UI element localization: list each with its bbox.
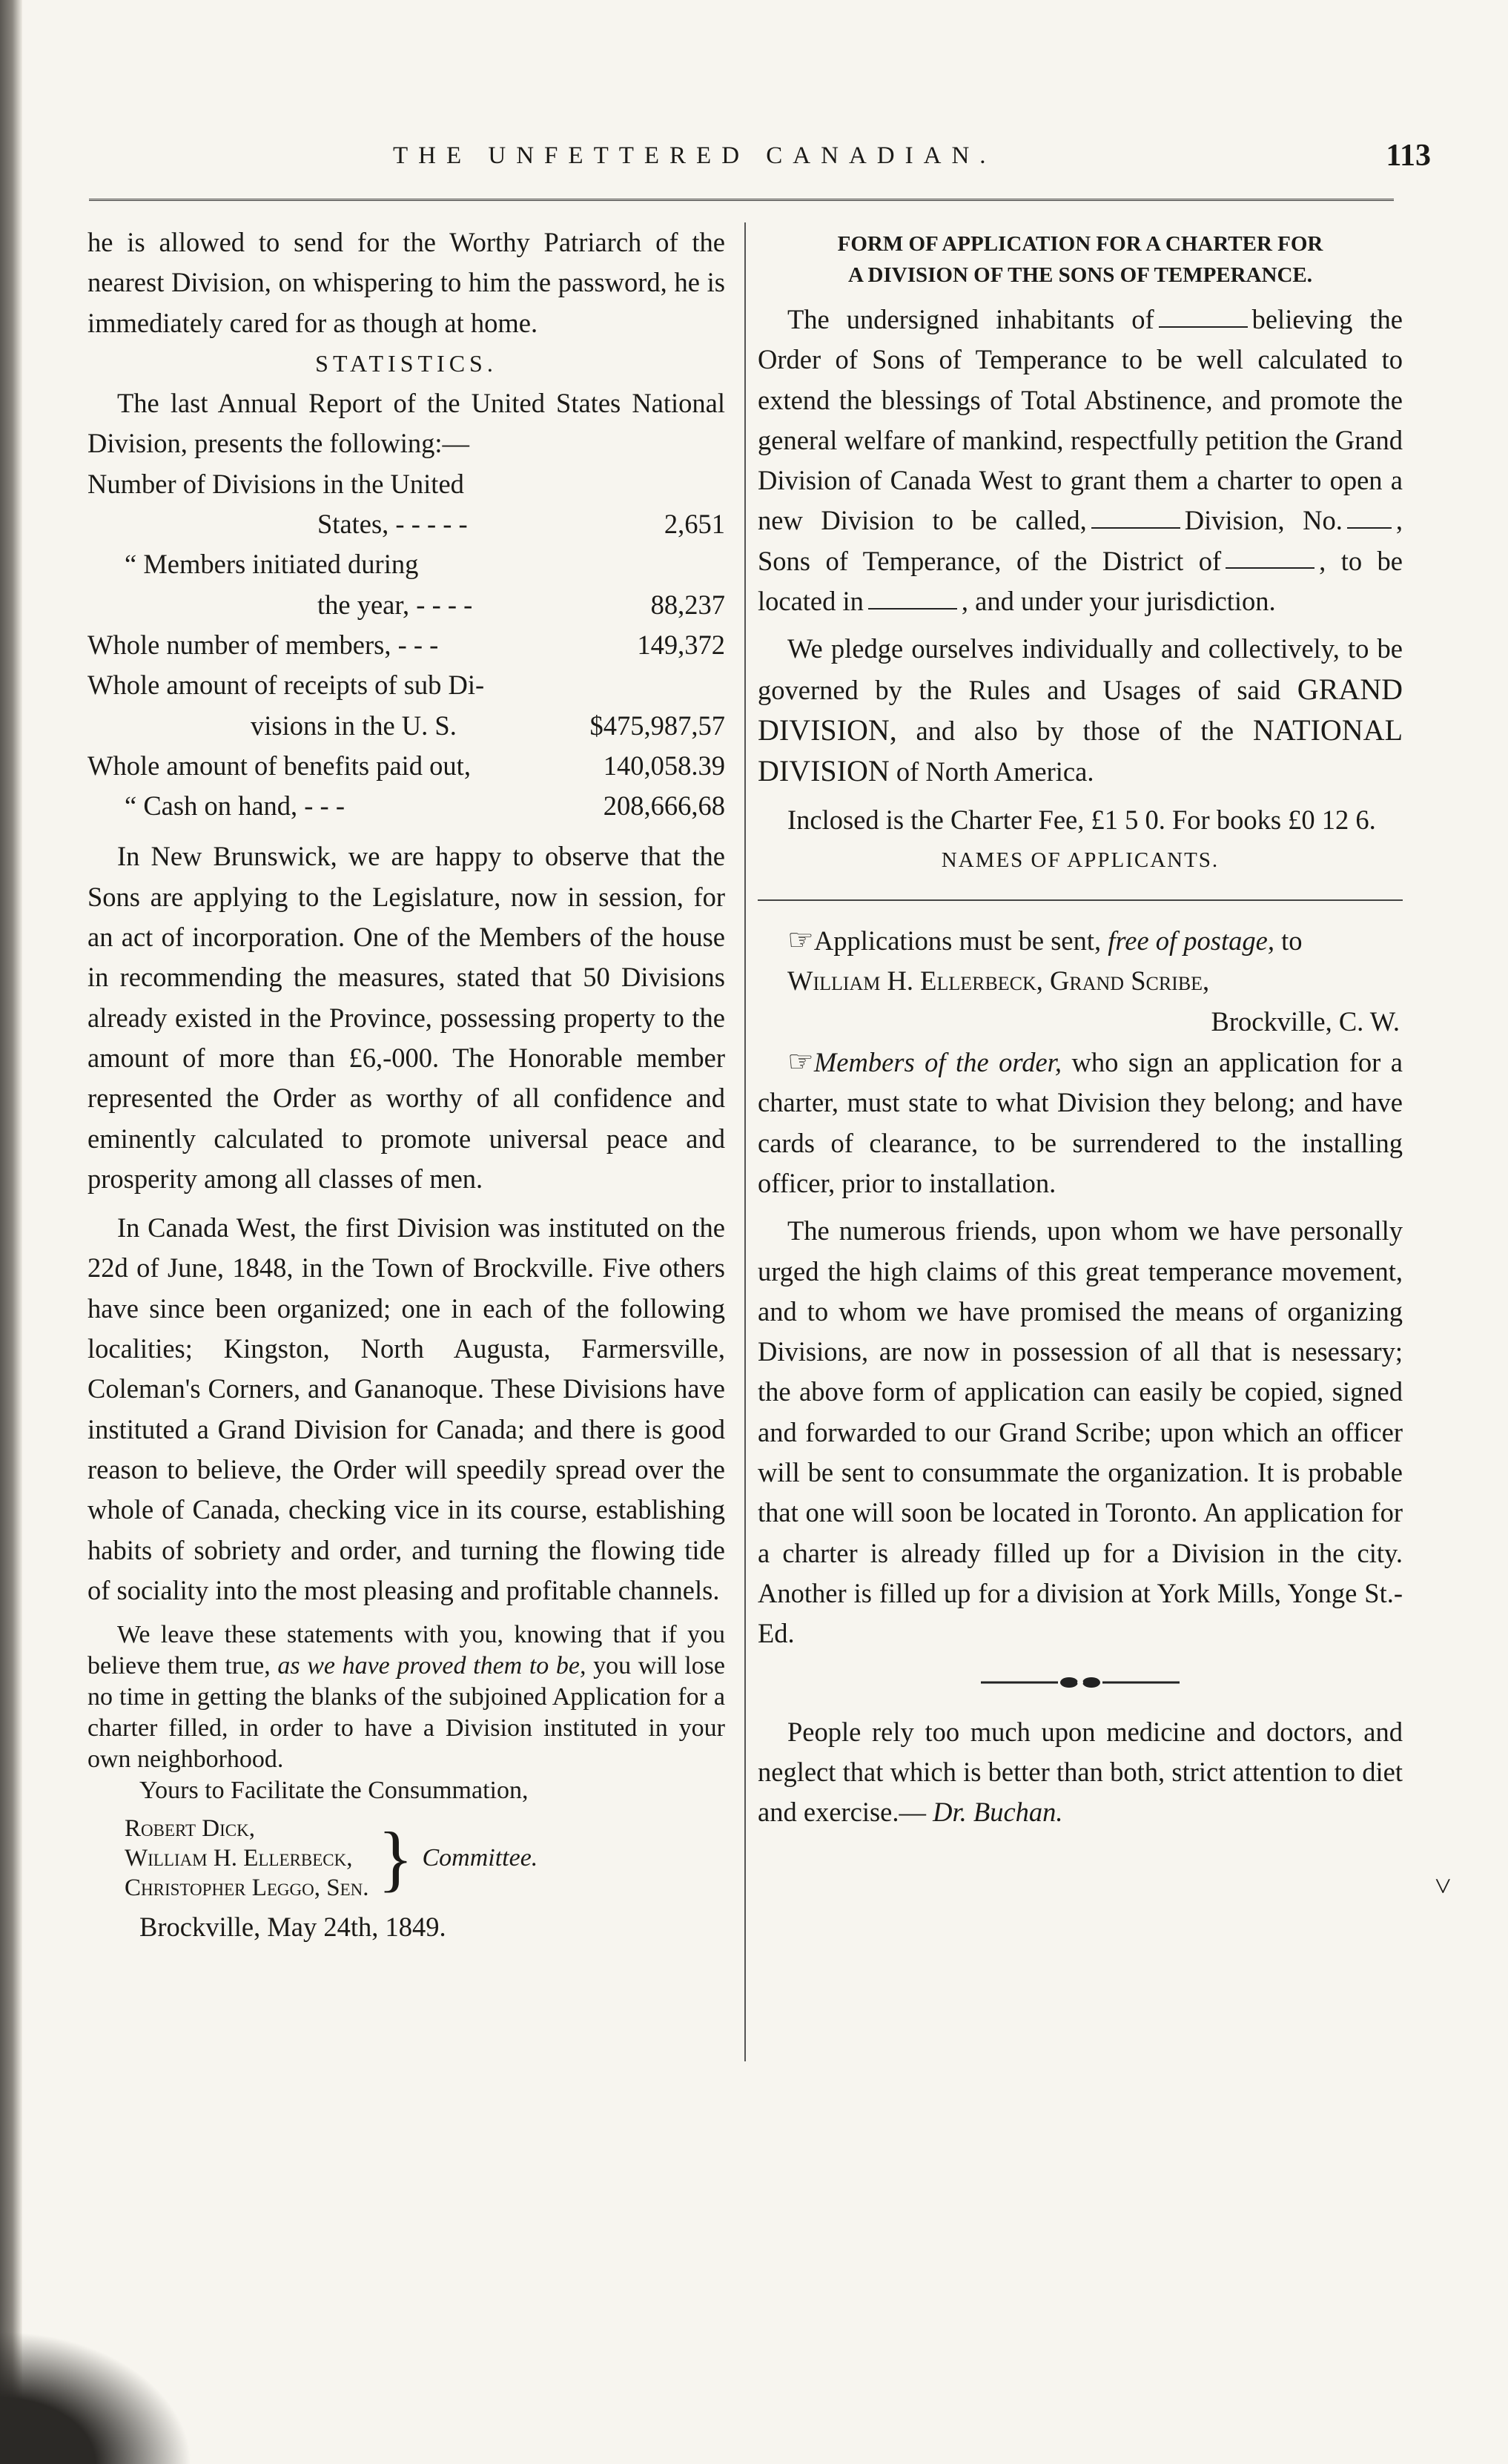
text-run: who sign an application for a charter, must state to what Division they belong; and have cards of clearance, to be surrendered to the installing officer, prior to installation.: [758, 1047, 1403, 1198]
text-run: , and under your jurisdiction.: [961, 586, 1276, 617]
text-run: NATIONAL DIVISION: [758, 713, 1403, 788]
text-run: of North America.: [896, 756, 1094, 787]
statistics-heading: STATISTICS.: [315, 349, 497, 377]
stat-label: visions in the U. S.: [251, 710, 457, 741]
scribe-name: William H. Ellerbeck, Grand Scribe,: [787, 965, 1210, 997]
text-run: you will lose no time in getting the blanks of the subjoined Application for a charter filled, in order to have a Division instituted in your own neighborhood.: [87, 1652, 726, 1774]
scribe-place: Brockville, C. W.: [1211, 1005, 1400, 1037]
text-run: Applications must be sent,: [813, 925, 1102, 957]
stat-row: [87, 625, 725, 665]
page-gutter-shadow: [0, 0, 22, 2464]
paragraph: In Canada West, the first Division was instituted on the 22d of June, 1848, in the Town of Brockville. Five others have since been organized; one in each of the following localities; Kingston, North Augusta, Farmersville, Coleman's Corners, and Gananoque. These Divisions have instituted a Grand Division for Canada; and there is good reason to believe, the Order will speedily spread over the whole of Canada, checking vice in its course, establishing habits of sobriety and order, and turning the flowing tide of sociality into the most pleasing and profitable channels.: [87, 1212, 725, 1605]
stat-label: States, - - - - -: [317, 509, 468, 540]
text-run: We leave these statements with you, knowing that if you believe them true,: [87, 1621, 725, 1680]
stat-row: [87, 464, 725, 504]
brace-icon: }: [377, 1817, 414, 1900]
committee-role: Committee.: [422, 1844, 538, 1872]
column-divider: [744, 222, 746, 2061]
stat-row: [87, 786, 725, 826]
paragraph: In New Brunswick, we are happy to observe that the Sons are applying to the Legislature, now in session, for an act of incorporation. One of the Members of the house in recommending the measures, stated that 50 Divisions already existed in the Province, possessing property to the amount of more than £6,-000. The Honorable member represented the Order as worthy of all confidence and eminently calculated to promote universal peace and prosperity among all classes of men.: [87, 841, 725, 1194]
ornament-icon: [976, 1675, 1184, 1690]
form-heading-line: A DIVISION OF THE SONS OF TEMPERANCE.: [847, 263, 1313, 287]
text-run: We pledge ourselves individually and collectively, to be governed by the Rules and Usages of said: [758, 633, 1403, 705]
form-paragraph: Inclosed is the Charter Fee, £1 5 0. For books £0 12 6.: [787, 804, 1376, 835]
stat-label: “ Cash on hand, - - -: [125, 790, 345, 822]
committee-names: [125, 1814, 369, 1903]
stat-label: Whole amount of receipts of sub Di-: [87, 670, 485, 701]
text-run: , Sons of Temperance, of the District of: [758, 505, 1403, 576]
blank-line: [1091, 518, 1180, 529]
stat-value: 140,058.39: [603, 750, 725, 781]
stat-label: “ Members initiated during: [125, 549, 419, 580]
stat-row: [87, 706, 725, 746]
pointing-hand-icon: ☞: [787, 1045, 814, 1079]
paragraph: he is allowed to send for the Worthy Patriarch of the nearest Division, on whispering to him the password, he is immediately cared for as though at home.: [87, 227, 725, 338]
right-column: [758, 222, 1403, 1832]
stat-label: Whole amount of benefits paid out,: [87, 750, 471, 781]
statistics-table: [87, 464, 725, 827]
stat-value: 149,372: [637, 629, 725, 660]
paragraph: The last Annual Report of the United States National Division, presents the following:—: [87, 388, 725, 459]
emphasis: as we have proved them to be,: [277, 1652, 586, 1680]
stat-row: [87, 585, 725, 625]
text-run: The undersigned inhabitants of: [787, 304, 1154, 334]
stat-label: the year, - - - -: [317, 589, 473, 620]
header-rule: [89, 199, 1394, 201]
applicants-heading: NAMES OF APPLICANTS.: [941, 848, 1220, 872]
blank-line: [1226, 558, 1314, 569]
closing-line: Yours to Facilitate the Consummation,: [139, 1777, 529, 1805]
text-run: and also by those of the: [916, 715, 1234, 746]
text-run: believing the Order of Sons of Temperance to be well calculated to extend the blessings of Total Abstinence, and promote the general welfare of mankind, respectfully petition the Grand Division of Canada West to grant them a charter to open a new Division to be called,: [758, 304, 1403, 536]
page-header: [82, 138, 1431, 182]
blank-line: [1347, 518, 1392, 529]
text-run: GRAND DIVISION,: [758, 672, 1403, 747]
stat-row: [87, 544, 725, 584]
section-rule: [758, 899, 1403, 901]
margin-mark: ˅: [1435, 1869, 1452, 1903]
page-corner-shadow: [0, 2331, 193, 2464]
text-run: Division, No.: [1184, 505, 1343, 536]
text-run: People rely too much upon medicine and doctors, and neglect that which is better than both, strict attention to diet and exercise.—: [758, 1716, 1403, 1828]
dateline: Brockville, May 24th, 1849.: [139, 1912, 446, 1943]
form-paragraph: [758, 629, 1403, 792]
paragraph: [87, 1619, 725, 1775]
text-run: , to be located in: [758, 545, 1403, 617]
notice-paragraph: [758, 920, 1403, 961]
committee-member: Robert Dick,: [125, 1815, 255, 1843]
stat-label: Whole number of members, - - -: [87, 629, 439, 660]
stat-row: [87, 746, 725, 786]
committee-signature: [125, 1814, 725, 1903]
left-column: [87, 222, 725, 1947]
stat-value: 88,237: [650, 589, 725, 620]
blank-line: [868, 599, 957, 610]
text-run: to: [1281, 925, 1303, 957]
stat-value: 2,651: [664, 509, 725, 540]
pointing-hand-icon: ☞: [787, 923, 814, 957]
form-heading: [758, 228, 1403, 291]
stat-value: $475,987,57: [589, 710, 725, 741]
form-paragraph: [758, 300, 1403, 621]
committee-member: William H. Ellerbeck,: [125, 1845, 353, 1872]
committee-member: Christopher Leggo, Sen.: [125, 1875, 369, 1902]
blank-line: [1159, 317, 1248, 328]
quote-attribution: Dr. Buchan.: [933, 1797, 1063, 1828]
stat-row: [87, 665, 725, 705]
emphasis: Members of the order,: [813, 1047, 1062, 1078]
stat-value: 208,666,68: [603, 790, 725, 822]
ornamental-rule: [758, 1675, 1403, 1690]
stat-row: [87, 504, 725, 544]
emphasis: free of postage,: [1108, 925, 1274, 957]
page-number: 113: [1386, 139, 1431, 173]
running-head: THE UNFETTERED CANADIAN.: [393, 142, 996, 169]
notice-paragraph: [758, 1042, 1403, 1203]
paragraph: The numerous friends, upon whom we have personally urged the high claims of this great temperance movement, and to whom we have promised the means of organizing Divisions, are now in possession of all that is nesessary; the above form of application can easily be copied, signed and forwarded to our Grand Scribe; upon which an officer will be sent to consummate the organization. It is probable that one will soon be located in Toronto. An application for a charter is already filled up for a Division in the city. Another is filled up for a division at York Mills, Yonge St.-Ed.: [758, 1215, 1403, 1649]
form-heading-line: FORM OF APPLICATION FOR A CHARTER FOR: [837, 232, 1323, 256]
stat-label: Number of Divisions in the United: [87, 468, 464, 499]
quote-paragraph: [758, 1712, 1403, 1833]
